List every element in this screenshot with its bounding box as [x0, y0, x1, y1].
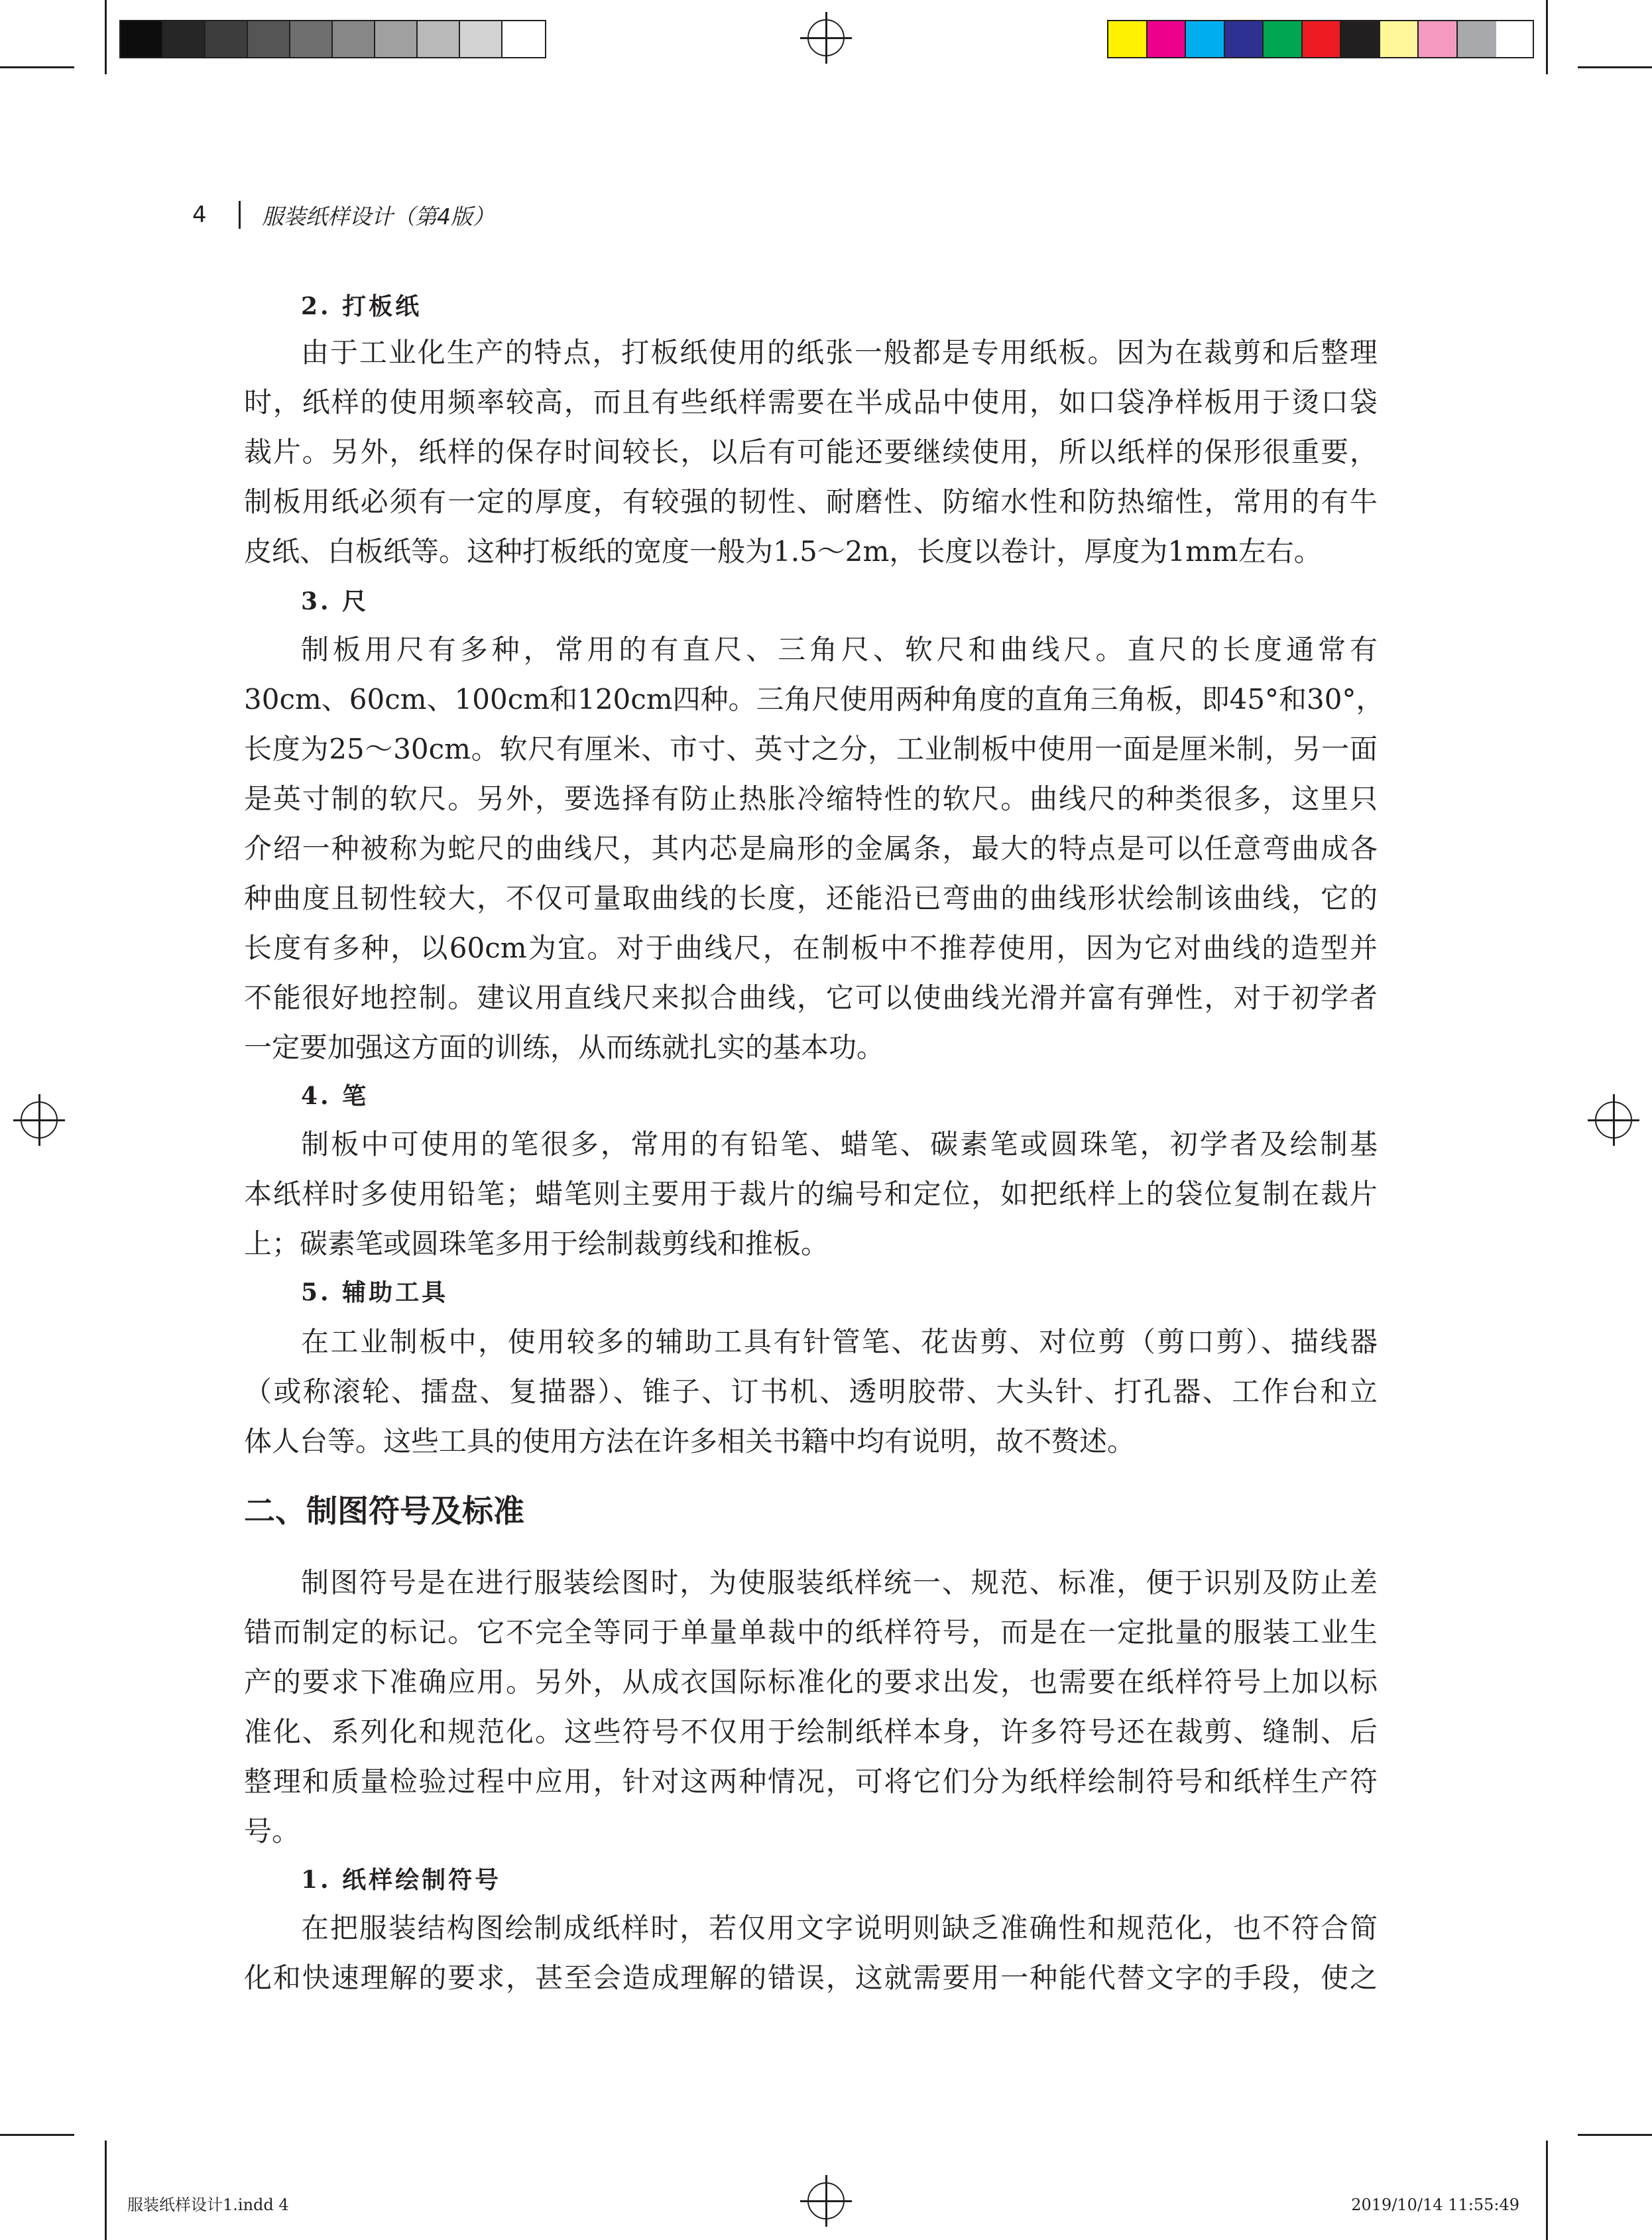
subsection-heading: 5. 辅助工具 — [301, 1278, 449, 1306]
paragraph-line: 准化、系列化和规范化。这些符号不仅用于绘制纸样本身，许多符号还在裁剪、缝制、后 — [244, 1715, 1378, 1748]
registration-mark-bottom — [800, 2175, 852, 2227]
paragraph-line: 号。 — [244, 1815, 300, 1847]
gray-swatch — [163, 21, 206, 57]
process-color-swatch — [1148, 21, 1187, 57]
slug-timestamp: 2019/10/14 11:55:49 — [1351, 2196, 1519, 2214]
paragraph-line: 介绍一种被称为蛇尺的曲线尺，其内芯是扁形的金属条，最大的特点是可以任意弯曲成各 — [244, 832, 1378, 865]
paragraph-line: 时，纸样的使用频率较高，而且有些纸样需要在半成品中使用，如口袋净样板用于烫口袋 — [244, 386, 1378, 418]
paragraph-line: 错而制定的标记。它不完全等同于单量单裁中的纸样符号，而是在一定批量的服装工业生 — [244, 1616, 1378, 1649]
slug-file-name: 服装纸样设计1.indd 4 — [127, 2196, 289, 2214]
registration-mark-left — [13, 1094, 65, 1146]
process-color-swatch — [1380, 21, 1419, 57]
running-title: 服装纸样设计（第4版） — [262, 203, 495, 229]
paragraph-line: 在工业制板中，使用较多的辅助工具有针管笔、花齿剪、对位剪（剪口剪）、描线器 — [301, 1326, 1378, 1358]
subsection-heading: 1. 纸样绘制符号 — [301, 1866, 502, 1894]
grayscale-color-bar — [119, 20, 546, 58]
paragraph-line: 化和快速理解的要求，甚至会造成理解的错误，这就需要用一种能代替文字的手段，使之 — [244, 1961, 1378, 1994]
registration-mark-right — [1588, 1094, 1639, 1146]
paragraph-line: 本纸样时多使用铅笔；蜡笔则主要用于裁片的编号和定位，如把纸样上的袋位复制在裁片 — [244, 1178, 1378, 1210]
header-divider — [239, 201, 241, 229]
gray-swatch — [460, 21, 502, 57]
process-color-swatch — [1458, 21, 1497, 57]
process-color-swatch — [1341, 21, 1380, 57]
subsection-heading: 2. 打板纸 — [301, 292, 422, 320]
paragraph-line: 在把服装结构图绘制成纸样时，若仅用文字说明则缺乏准确性和规范化，也不符合简 — [301, 1912, 1378, 1944]
paragraph-line: 制板用纸必须有一定的厚度，有较强的韧性、耐磨性、防缩水性和防热缩性，常用的有牛 — [244, 485, 1378, 518]
paragraph-line: 制板中可使用的笔很多，常用的有铅笔、蜡笔、碳素笔或圆珠笔，初学者及绘制基 — [301, 1128, 1378, 1160]
gray-swatch — [375, 21, 418, 57]
paragraph-line: 产的要求下准确应用。另外，从成衣国际标准化的要求出发，也需要在纸样符号上加以标 — [244, 1666, 1378, 1698]
paragraph-line: 种曲度且韧性较大，不仅可量取曲线的长度，还能沿已弯曲的曲线形状绘制该曲线，它的 — [244, 882, 1378, 914]
paragraph-line: （或称滚轮、擂盘、复描器）、锥子、订书机、透明胶带、大头针、打孔器、工作台和立 — [244, 1375, 1378, 1408]
gray-swatch — [290, 21, 333, 57]
gray-swatch — [333, 21, 375, 57]
gray-swatch — [502, 21, 545, 57]
gray-swatch — [248, 21, 290, 57]
gray-swatch — [121, 21, 163, 57]
gray-swatch — [418, 21, 460, 57]
paragraph-line: 是英寸制的软尺。另外，要选择有防止热胀冷缩特性的软尺。曲线尺的种类很多，这里只 — [244, 782, 1378, 815]
section-heading: 二、制图符号及标准 — [244, 1493, 524, 1530]
registration-mark-top — [800, 12, 852, 64]
process-color-bar — [1107, 20, 1534, 58]
paragraph-line: 整理和质量检验过程中应用，针对这两种情况，可将它们分为纸样绘制符号和纸样生产符 — [244, 1765, 1378, 1798]
process-color-swatch — [1186, 21, 1225, 57]
paragraph-line: 不能很好地控制。建议用直线尺来拟合曲线，它可以使曲线光滑并富有弹性，对于初学者 — [244, 981, 1378, 1014]
paragraph-line: 由于工业化生产的特点，打板纸使用的纸张一般都是专用纸板。因为在裁剪和后整理 — [301, 336, 1378, 369]
paragraph-line: 裁片。另外，纸样的保存时间较长，以后有可能还要继续使用，所以纸样的保形很重要， — [244, 436, 1378, 468]
process-color-swatch — [1303, 21, 1342, 57]
process-color-swatch — [1225, 21, 1264, 57]
gray-swatch — [206, 21, 248, 57]
page-number: 4 — [192, 202, 207, 228]
paragraph-line: 长度为25～30cm。软尺有厘米、市寸、英寸之分，工业制板中使用一面是厘米制，另一面 — [244, 733, 1378, 765]
paragraph-line: 制图符号是在进行服装绘图时，为使服装纸样统一、规范、标准，便于识别及防止差 — [301, 1566, 1378, 1599]
paragraph-line: 长度有多种，以60cm为宜。对于曲线尺，在制板中不推荐使用，因为它对曲线的造型并 — [244, 932, 1378, 964]
process-color-swatch — [1419, 21, 1458, 57]
paragraph-line: 一定要加强这方面的训练，从而练就扎实的基本功。 — [244, 1031, 885, 1064]
paragraph-line: 上；碳素笔或圆珠笔多用于绘制裁剪线和推板。 — [244, 1227, 829, 1260]
subsection-heading: 4. 笔 — [301, 1082, 369, 1110]
paragraph-line: 皮纸、白板纸等。这种打板纸的宽度一般为1.5～2m，长度以卷计，厚度为1mm左右。 — [244, 535, 1322, 568]
subsection-heading: 3. 尺 — [301, 588, 369, 615]
paragraph-line: 制板用尺有多种，常用的有直尺、三角尺、软尺和曲线尺。直尺的长度通常有 — [301, 633, 1378, 666]
paragraph-line: 体人台等。这些工具的使用方法在许多相关书籍中均有说明，故不赘述。 — [244, 1425, 1136, 1458]
process-color-swatch — [1264, 21, 1303, 57]
process-color-swatch — [1108, 21, 1148, 57]
paragraph-line: 30cm、60cm、100cm和120cm四种。三角尺使用两种角度的直角三角板，即45°和30°， — [244, 683, 1384, 716]
running-header — [192, 198, 495, 232]
